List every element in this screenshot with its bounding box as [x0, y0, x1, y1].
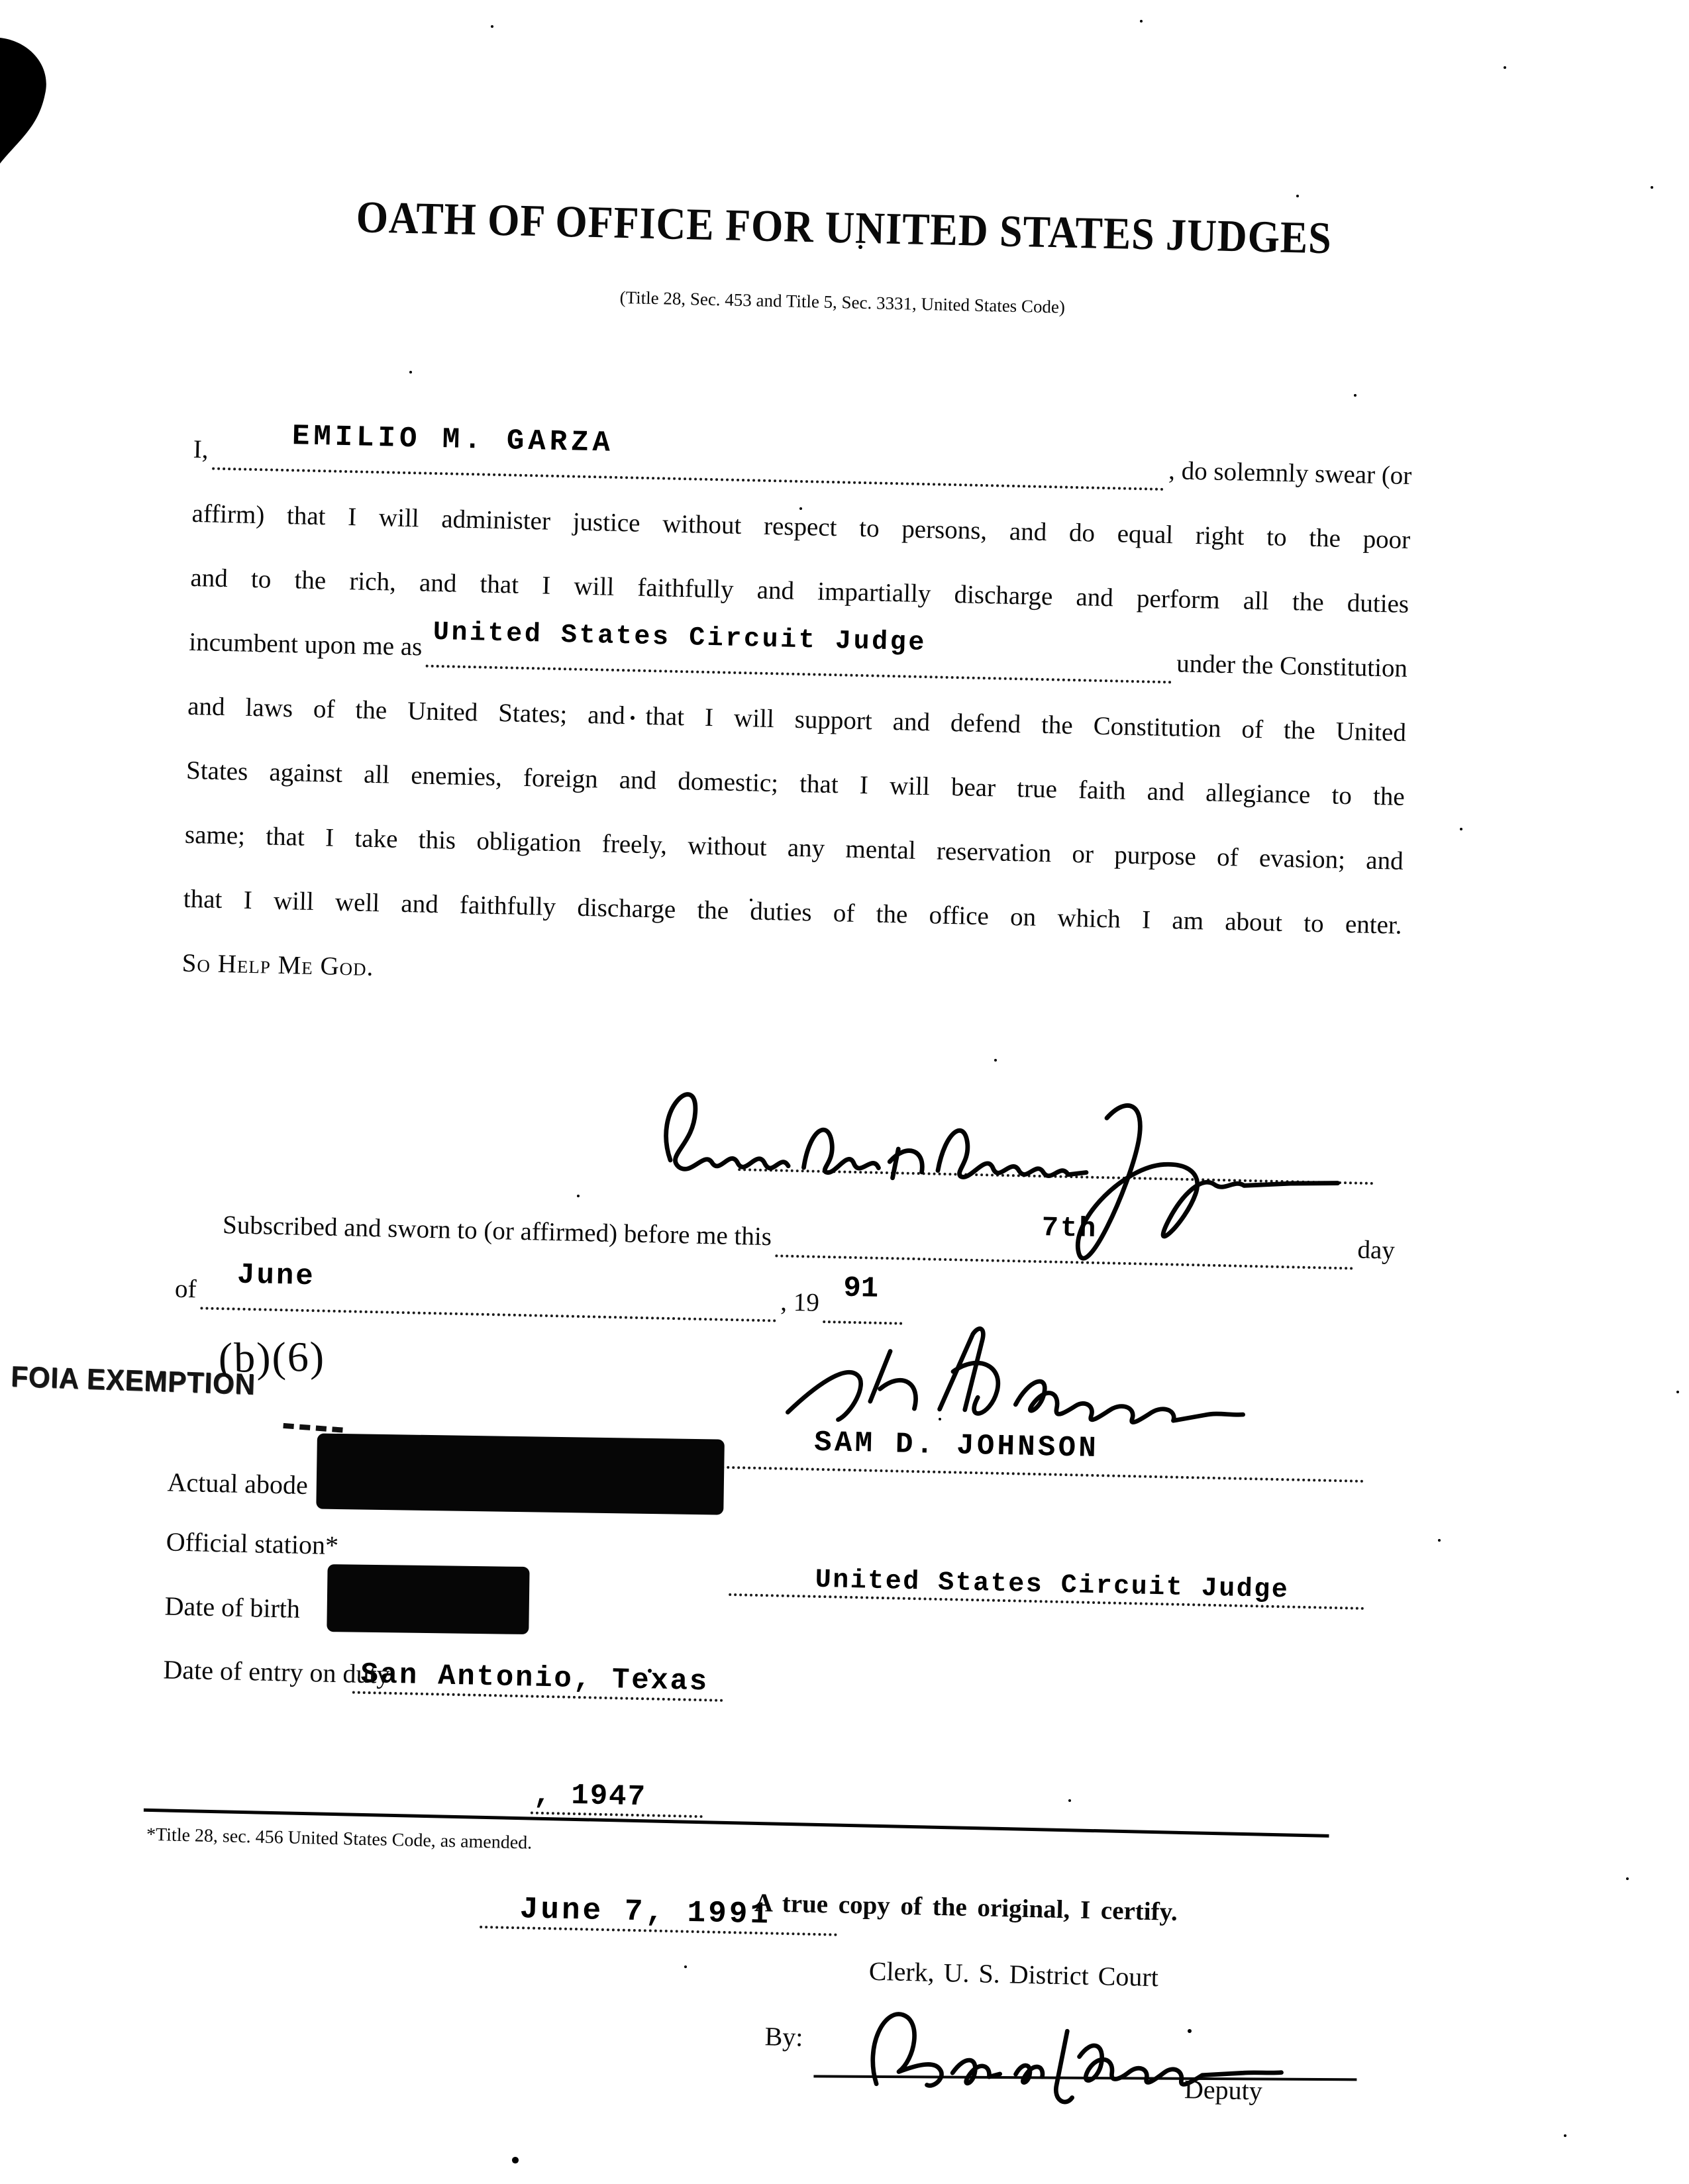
month-typed: June	[236, 1258, 316, 1294]
date-of-entry-label: Date of entry on duty	[163, 1654, 391, 1689]
dob-year-value: , 1947	[533, 1778, 647, 1814]
footnote-text: *Title 28, sec. 456 United States Code, as amended.	[146, 1824, 533, 1854]
year-typed: 91	[843, 1271, 879, 1306]
actual-abode-label: Actual abode	[167, 1467, 309, 1501]
year-preprinted: , 19	[780, 1287, 820, 1317]
month-blank-dotted-line	[200, 1258, 777, 1322]
office-blank-dotted-line	[426, 617, 1173, 684]
witness-title-dotted-line	[729, 1556, 1365, 1610]
official-station-label: Official station*	[166, 1526, 339, 1561]
witness-typed-title: United States Circuit Judge	[815, 1565, 1290, 1606]
official-station-value: San Antonio, Texas	[360, 1658, 709, 1699]
oath-line1-pre: I,	[193, 434, 209, 464]
foia-exemption-stamp: FOIA EXEMPTION	[10, 1360, 256, 1401]
clerk-title-line: Clerk, U. S. District Court	[868, 1956, 1159, 1993]
foia-exemption-handwritten: (b)(6)	[218, 1332, 326, 1381]
document-title: OATH OF OFFICE FOR UNITED STATES JUDGES	[356, 192, 1333, 264]
witness-typed-name: SAM D. JOHNSON	[813, 1426, 1100, 1466]
oath-line-3: and to the rich, and that I will faithfully and impartially discharge and perform all the duties	[190, 563, 1409, 619]
foia-underline-marks	[283, 1423, 342, 1433]
official-station-dotted-line	[352, 1654, 724, 1702]
subscription-post: day	[1357, 1235, 1396, 1265]
so-help-me-god: So Help Me God.	[181, 948, 374, 982]
document-subtitle: (Title 28, Sec. 453 and Title 5, Sec. 3331, United States Code)	[619, 287, 1066, 317]
oath-line4-pre: incumbent upon me as	[188, 627, 423, 662]
deputy-signature	[833, 1969, 1339, 2120]
oath-line-8: that I will well and faithfully discharge the duties of the office on which I am about to enter.	[183, 884, 1402, 940]
date-of-birth-label: Date of birth	[164, 1591, 301, 1624]
oath-line-5: and laws of the United States; and that I will support and defend the Constitution of the United	[187, 691, 1407, 747]
office-typed: United States Circuit Judge	[433, 617, 927, 659]
oath-line1-post: , do solemnly swear (or	[1168, 456, 1412, 491]
certify-statement: A true copy of the original, I certify.	[754, 1888, 1178, 1926]
by-label: By:	[764, 2021, 803, 2052]
dob-dotted-line	[531, 1775, 703, 1818]
oath-line-7: same; that I take this obligation freely, without any mental reservation or purpose of evasion; and	[184, 820, 1404, 875]
abode-redaction-box	[316, 1433, 725, 1514]
subscription-pre: Subscribed and sworn to (or affirmed) before me this	[222, 1211, 772, 1252]
deputy-label: Deputy	[1184, 2074, 1263, 2106]
oath-line-6: States against all enemies, foreign and domestic; that I will bear true faith and allegiance to the	[185, 756, 1406, 811]
month-prefix: of	[174, 1274, 197, 1304]
name-blank-dotted-line	[212, 420, 1165, 491]
oath-line-2: affirm) that I will administer justice without respect to persons, and do equal right to the poor	[191, 499, 1411, 555]
date-of-entry-value: June 7, 1991	[519, 1892, 772, 1932]
judge-name-typed: EMILIO M. GARZA	[291, 420, 615, 460]
day-typed: 7th	[1041, 1212, 1098, 1245]
oath-line4-post: under the Constitution	[1176, 649, 1408, 683]
dob-redaction-box	[327, 1564, 529, 1634]
